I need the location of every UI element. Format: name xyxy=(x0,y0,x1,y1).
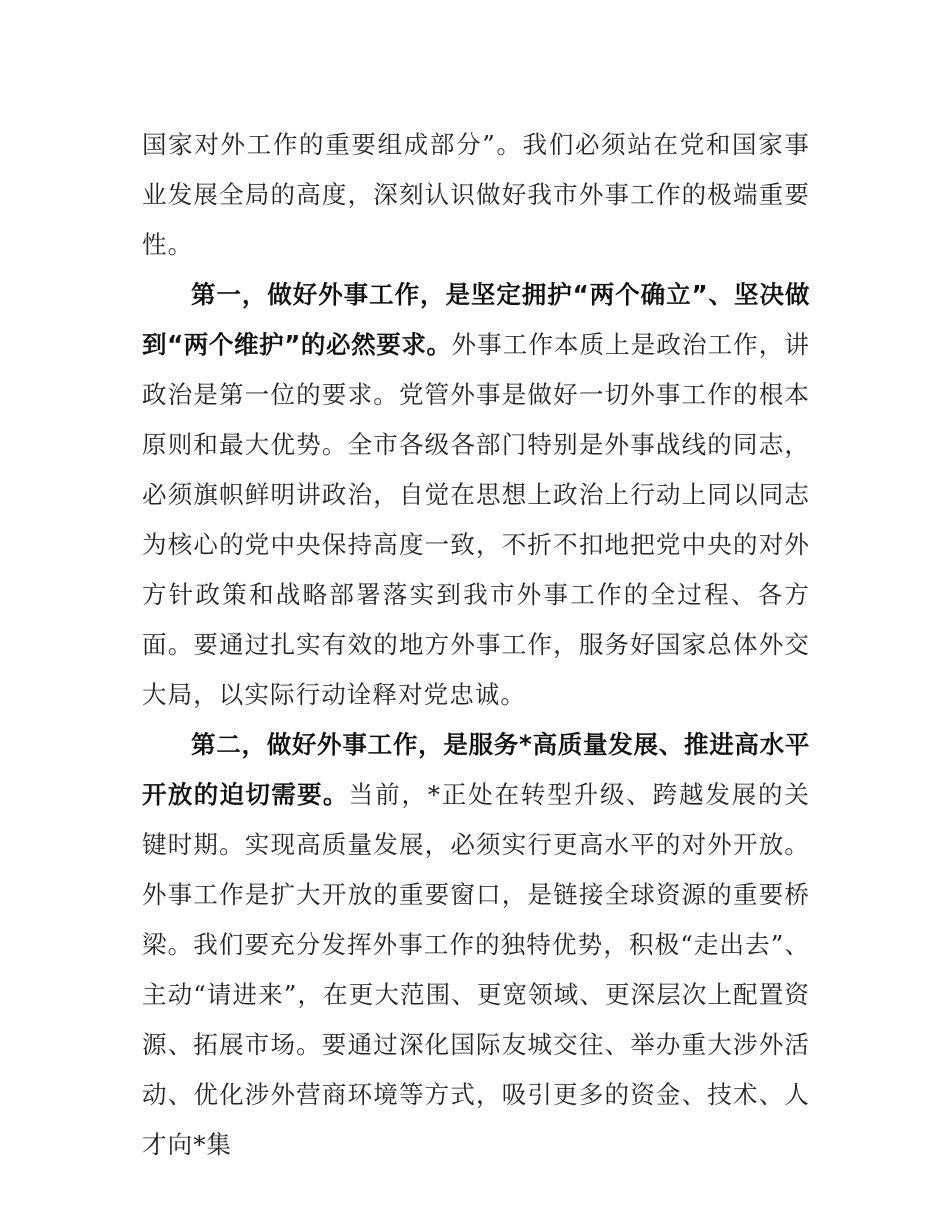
first-point-heading: 第一，做好外事工作，是坚定拥护“两个确立”、坚决做到“两个维护”的必然要求。 xyxy=(142,280,810,359)
document-body xyxy=(142,120,810,1170)
second-point-body: 当前，*正处在转型升级、跨越发展的关键时期。实现高质量发展，必须实行更高水平的对外开放。外事工作是扩大开放的重要窗口，是链接全球资源的重要桥梁。我们要充分发挥外事工作的独特优势，积极“走出去”、主动“请进来”，在更大范围、更宽领域、更深层次上配置资源、拓展市场。要通过深化国际友城交往、举办重大涉外活动、优化涉外营商环境等方式，吸引更多的资金、技术、人才向*集 xyxy=(142,780,810,1159)
paragraph-continuation xyxy=(142,120,810,270)
paragraph-first-point xyxy=(142,270,810,720)
paragraph-second-point xyxy=(142,720,810,1170)
second-point-heading: 第二，做好外事工作，是服务*高质量发展、推进高水平开放的迫切需要。 xyxy=(142,730,810,809)
paragraph-continuation-text: 国家对外工作的重要组成部分”。我们必须站在党和国家事业发展全局的高度，深刻认识做好我市外事工作的极端重要性。 xyxy=(142,130,810,259)
first-point-body: 外事工作本质上是政治工作，讲政治是第一位的要求。党管外事是做好一切外事工作的根本原则和最大优势。全市各级各部门特别是外事战线的同志，必须旗帜鲜明讲政治，自觉在思想上政治上行动上同以同志为核心的党中央保持高度一致，不折不扣地把党中央的对外方针政策和战略部署落实到我市外事工作的全过程、各方面。要通过扎实有效的地方外事工作，服务好国家总体外交大局，以实际行动诠释对党忠诚。 xyxy=(142,330,810,709)
